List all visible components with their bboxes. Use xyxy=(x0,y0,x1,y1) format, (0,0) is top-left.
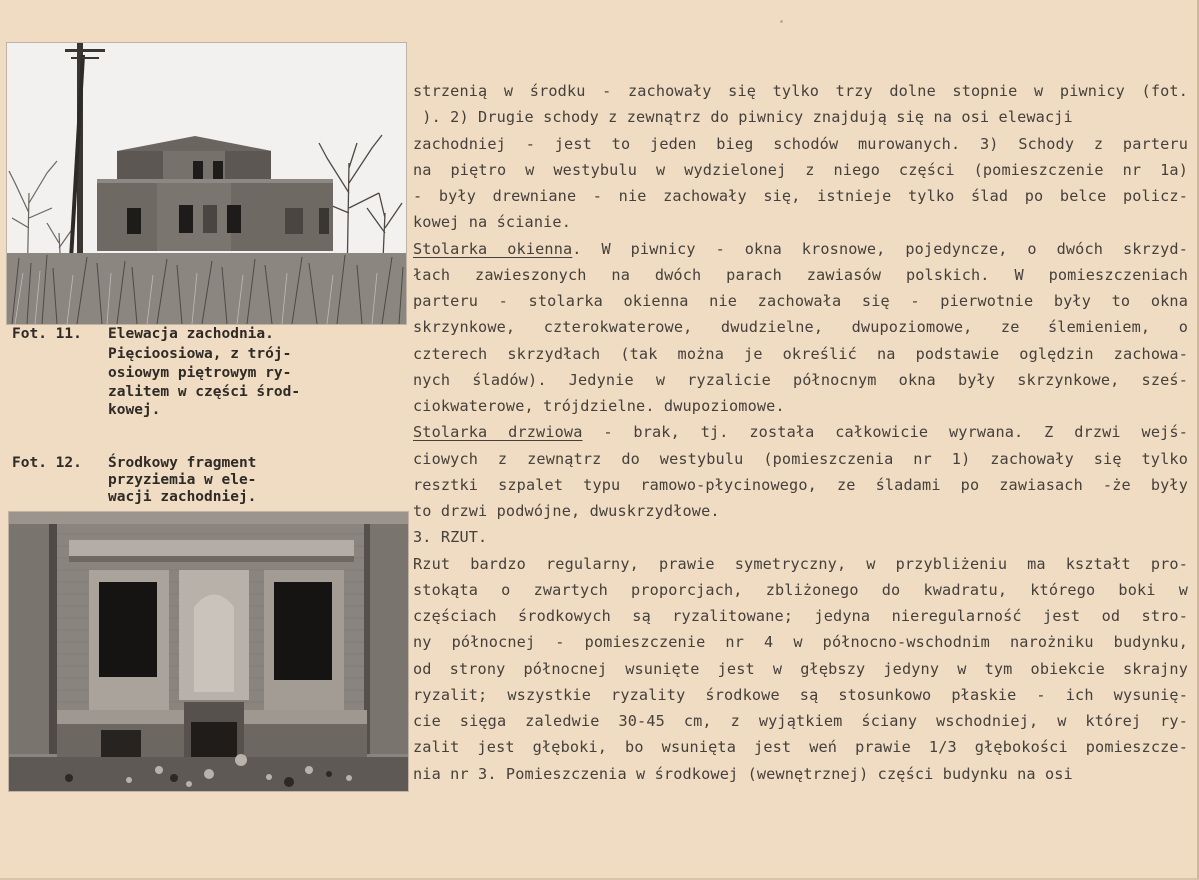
paper-speck xyxy=(780,20,783,23)
caption-line: Elewacja zachodnia. xyxy=(108,326,274,342)
caption-line: zalitem w części środ- xyxy=(108,384,301,400)
text-line: częściach środkowych są ryzalitowane; jedyna nieregularność jest od stro- xyxy=(413,607,1188,625)
caption-photo-11 xyxy=(12,327,412,422)
text-line: strzenią w środku - zachowały się tylko trzy dolne stopnie w piwnicy (fot. xyxy=(413,82,1188,100)
caption-line: wacji zachodniej. xyxy=(108,489,257,505)
text-line: nych śladów). Jedynie w ryzalicie północnym okna były skrzynkowe, sześ- xyxy=(413,370,1188,389)
text-line: czterech skrzydłach (tak można je określić na podstawie oględzin zachowa- xyxy=(413,344,1188,363)
photo-ground-floor-fragment xyxy=(8,511,409,792)
caption-line: Środkowy fragment xyxy=(108,455,257,471)
text-line: ryzalit; wszystkie ryzality środkowe są stosunkowo płaskie - ich wysunię- xyxy=(413,685,1188,704)
text-line: zalit jest głęboki, bo wsunięta jest weń prawie 1/3 głębokości pomieszcze- xyxy=(413,738,1188,757)
text-line: ciowych z zewnątrz do westybulu (pomieszczenia nr 1) zachowały się tylko xyxy=(413,449,1188,468)
section-heading-plan: 3. RZUT. xyxy=(413,528,488,547)
text-line: na piętro w westybulu w wydzielonej z niego części (pomieszczenie nr 1a) xyxy=(413,160,1188,179)
text-line: od strony północnej wsunięte jest w głębszy jedyny w tym obiekcie skrajny xyxy=(413,659,1188,678)
text-line: skrzynkowe, czterokwaterowe, dwudzielne, dwupoziomowe, ze ślemieniem, o xyxy=(413,318,1188,337)
text-line: - były drewniane - nie zachowały się, istnieje tylko ślad po belce policz- xyxy=(413,187,1188,205)
text-line: ny północnej - pomieszczenie nr 4 w północno-wschodnim narożniku budynku, xyxy=(413,633,1188,652)
section-heading-doors: Stolarka drzwiowa xyxy=(413,423,583,442)
text-line: resztki szpalet typu ramowo-płycinowego, ze śladami po zawiasach -że były xyxy=(413,475,1188,494)
photo-west-elevation-image xyxy=(7,43,406,324)
text-line-stolarka-drzwiowa xyxy=(413,419,1188,445)
photo-ground-floor-fragment-image xyxy=(9,512,408,791)
caption-label: Fot. 11. xyxy=(12,326,82,342)
typewritten-text xyxy=(413,78,1188,787)
text-line-stolarka-okienna xyxy=(413,236,1188,262)
text-line: łach zawieszonych na dwóch parach zawiasów polskich. W pomieszczeniach xyxy=(413,265,1188,284)
text-line: zachodniej - jest to jeden bieg schodów murowanych. 3) Schody z parteru xyxy=(413,134,1188,153)
text-line: stokąta o zwartych proporcjach, zbliżonego do kwadratu, którego boki w xyxy=(413,580,1188,599)
text-line: kowej na ścianie. xyxy=(413,213,571,232)
text-line: parteru - stolarka okienna nie zachowała się - pierwotnie były to okna xyxy=(413,292,1188,310)
caption-line: Pięcioosiowa, z trój- xyxy=(108,346,292,362)
photo-west-elevation xyxy=(6,42,407,325)
caption-line: osiowym piętrowym ry- xyxy=(108,365,292,381)
caption-photo-12 xyxy=(12,456,412,511)
text-fragment: - brak, tj. została całkowicie wyrwana. Z drzwi wejś- xyxy=(582,423,1188,442)
text-line: ). 2) Drugie schody z zewnątrz do piwnicy znajdują się na osi elewacji xyxy=(413,108,1073,127)
text-line: cie sięga zaledwie 30-45 cm, z wyjątkiem ściany wschodniej, w której ry- xyxy=(413,712,1188,730)
text-line: Rzut bardzo regularny, prawie symetryczny, w przybliżeniu ma kształt pro- xyxy=(413,554,1188,573)
caption-label: Fot. 12. xyxy=(12,455,82,471)
caption-line: kowej. xyxy=(108,402,161,418)
text-line: ciokwaterowe, trójdzielne. dwupoziomowe. xyxy=(413,397,785,415)
text-fragment: . W piwnicy - okna krosnowe, pojedyncze, o dwóch skrzyd- xyxy=(572,239,1188,258)
caption-line: przyziemia w ele- xyxy=(108,472,257,488)
text-line: to drzwi podwójne, dwuskrzydłowe. xyxy=(413,502,720,520)
section-heading-windows: Stolarka okienna xyxy=(413,239,573,258)
text-line: nia nr 3. Pomieszczenia w środkowej (wewnętrznej) części budynku na osi xyxy=(413,764,1073,783)
